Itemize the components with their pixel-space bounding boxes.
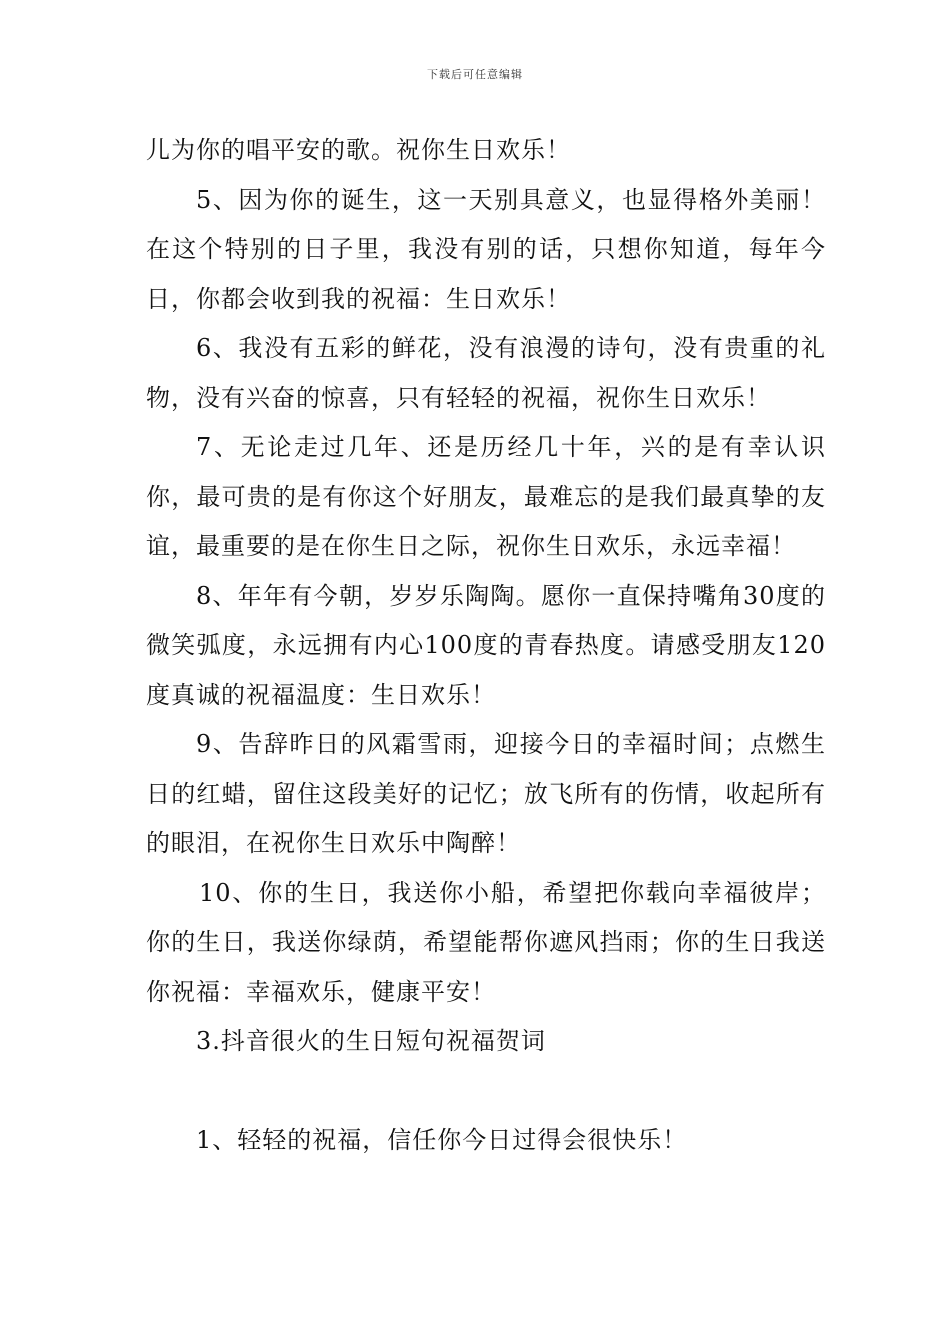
paragraph-item-7: 7、无论走过几年、还是历经几十年，兴的是有幸认识你，最可贵的是有你这个好朋友，最难忘的是我们最真挚的友谊，最重要的是在你生日之际，祝你生日欢乐，永远幸福！ — [146, 433, 826, 560]
header-note: 下载后可任意编辑 — [427, 68, 523, 81]
paragraph-item-6: 6、我没有五彩的鲜花，没有浪漫的诗句，没有贵重的礼物，没有兴奋的惊喜，只有轻轻的祝福，祝你生日欢乐！ — [146, 334, 826, 412]
document-body — [146, 126, 826, 1166]
paragraph-item-9: 9、告辞昨日的风霜雪雨，迎接今日的幸福时间；点燃生日的红蜡，留住这段美好的记忆；放飞所有的伤情，收起所有的眼泪，在祝你生日欢乐中陶醉！ — [146, 730, 826, 857]
section-heading: 3.抖音很火的生日短句祝福贺词 — [196, 1027, 546, 1055]
paragraph-item-5: 5、因为你的诞生，这一天别具意义，也显得格外美丽！在这个特别的日子里，我没有别的话，只想你知道，每年今日，你都会收到我的祝福：生日欢乐！ — [146, 185, 826, 313]
paragraph-continuation: 儿为你的唱平安的歌。祝你生日欢乐！ — [146, 136, 571, 164]
paragraph-item-8: 8、年年有今朝，岁岁乐陶陶。愿你一直保持嘴角30度的微笑弧度，永远拥有内心100度的青春热度。请感受朋友120度真诚的祝福温度：生日欢乐！ — [146, 581, 826, 709]
paragraph-item-10: 10、你的生日，我送你小船，希望把你载向幸福彼岸；你的生日，我送你绿荫，希望能帮你遮风挡雨；你的生日我送你祝福：幸福欢乐，健康平安！ — [146, 878, 826, 1006]
paragraph-section-item-1: 1、轻轻的祝福，信任你今日过得会很快乐！ — [196, 1126, 688, 1154]
blank-line — [146, 1067, 826, 1117]
